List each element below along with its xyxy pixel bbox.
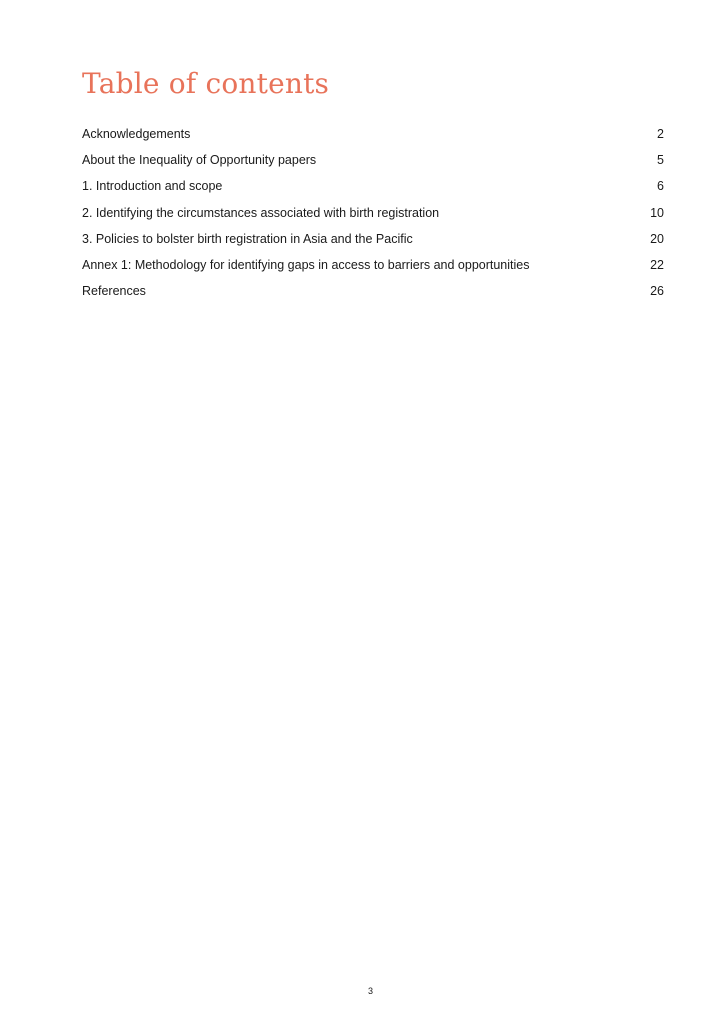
- table-of-contents: [82, 124, 664, 307]
- toc-entry-annex-1[interactable]: [82, 255, 664, 281]
- toc-entry-page: 6: [657, 179, 664, 194]
- toc-entry-about-papers[interactable]: [82, 150, 664, 176]
- toc-entry-page: 20: [650, 231, 664, 246]
- toc-entry-title: 3. Policies to bolster birth registration in Asia and the Pacific: [82, 231, 413, 246]
- toc-entry-page: 5: [657, 153, 664, 168]
- toc-entry-introduction[interactable]: [82, 176, 664, 202]
- toc-entry-page: 26: [650, 284, 664, 299]
- toc-entry-title: Annex 1: Methodology for identifying gaps in access to barriers and opportunities: [82, 257, 530, 272]
- toc-entry-title: References: [82, 284, 146, 299]
- toc-entry-page: 10: [650, 205, 664, 220]
- toc-entry-policies[interactable]: [82, 229, 664, 255]
- toc-entry-page: 2: [657, 127, 664, 141]
- toc-entry-page: 22: [650, 257, 664, 272]
- toc-entry-title: 2. Identifying the circumstances associated with birth registration: [82, 205, 440, 220]
- toc-entry-identifying-circumstances[interactable]: [82, 203, 664, 229]
- toc-entry-title: Acknowledgements: [82, 127, 191, 141]
- page-title: Table of contents: [82, 67, 330, 100]
- toc-entry-title: About the Inequality of Opportunity papers: [82, 153, 317, 168]
- toc-entry-acknowledgements[interactable]: [82, 124, 664, 150]
- page-number: 3: [367, 986, 373, 996]
- toc-entry-references[interactable]: [82, 281, 664, 307]
- toc-entry-title: 1. Introduction and scope: [82, 179, 223, 194]
